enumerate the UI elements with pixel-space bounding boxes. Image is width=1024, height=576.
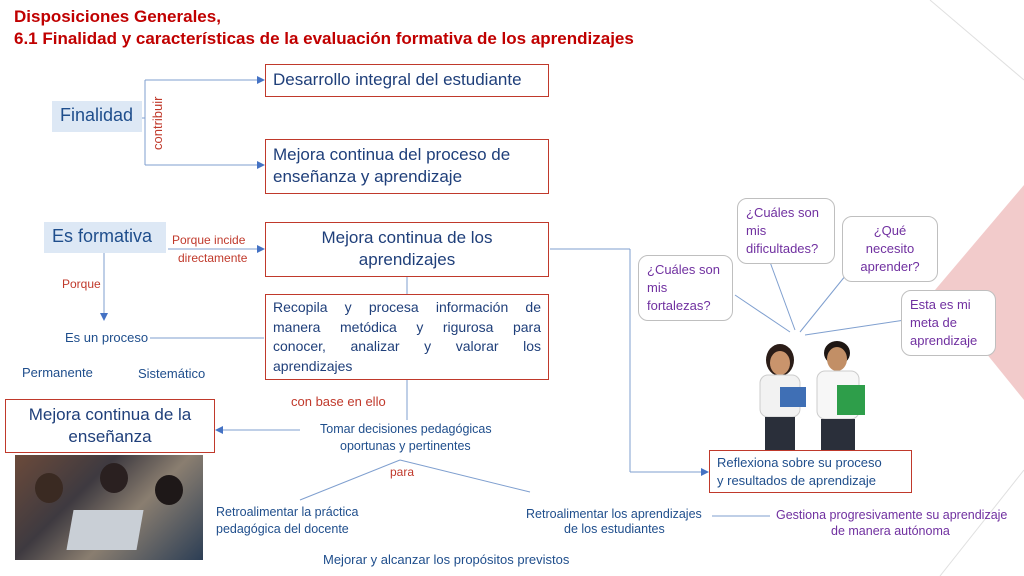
retro-practica-line1: Retroalimentar la práctica <box>216 505 359 519</box>
bubble-fortalezas-line3: fortalezas? <box>647 298 711 313</box>
reflexiona-line1: Reflexiona sobre su proceso <box>717 455 882 470</box>
sistematico-label: Sistemático <box>138 366 206 381</box>
es-un-proceso-label: Es un proceso <box>65 330 149 345</box>
gestiona-line2: de manera autónoma <box>831 524 950 538</box>
bubble-fortalezas <box>638 255 733 321</box>
permanente-label: Permanente <box>22 365 93 380</box>
bubble-dificultades-line1: ¿Cuáles son <box>746 205 819 220</box>
bubble-necesito <box>842 216 938 282</box>
bubble-fortalezas-line1: ¿Cuáles son <box>647 262 720 277</box>
reflexiona-line2: y resultados de aprendizaje <box>717 473 876 488</box>
bubble-fortalezas-line2: mis <box>647 280 668 295</box>
porque-label: Porque <box>62 277 101 291</box>
retro-practica-line2: pedagógica del docente <box>216 522 349 536</box>
teachers-photo <box>15 455 203 560</box>
students-illustration <box>725 335 895 455</box>
bubble-dificultades-line3: dificultades? <box>746 241 819 256</box>
mejora-ensenanza-line2: enseñanza <box>68 427 152 446</box>
recopila-line4: aprendizajes <box>273 357 353 374</box>
mejora-aprendizajes-box <box>265 222 549 277</box>
bubble-meta-line3: aprendizaje <box>910 333 978 348</box>
retro-aprendizajes-line2: de los estudiantes <box>564 522 665 536</box>
student-girl <box>760 344 806 453</box>
desarrollo-integral-box: Desarrollo integral del estudiante <box>265 64 549 97</box>
contribuir-label: contribuir <box>150 96 165 150</box>
footer-goal: Mejorar y alcanzar los propósitos previstos <box>323 552 570 567</box>
finalidad-label: Finalidad <box>52 101 142 132</box>
laptop-shape <box>66 510 143 550</box>
teacher-head-3 <box>155 475 183 505</box>
slide-section-title: Disposiciones Generales, <box>14 7 221 26</box>
bubble-meta <box>901 290 996 356</box>
bubble-necesito-line1: ¿Qué <box>873 223 907 238</box>
bubble-meta-line2: meta de <box>910 315 957 330</box>
con-base-label: con base en ello <box>291 394 386 409</box>
recopila-line2: manera metódica y rigurosa para <box>273 318 541 335</box>
bubble-necesito-line2: necesito <box>865 241 915 256</box>
student-boy <box>817 341 865 453</box>
es-formativa-label: Es formativa <box>44 222 166 253</box>
mejora-proceso-line2: enseñanza y aprendizaje <box>273 167 463 186</box>
bubble-dificultades-line2: mis <box>746 223 767 238</box>
para-label: para <box>390 465 415 479</box>
retro-aprendizajes-line1: Retroalimentar los aprendizajes <box>526 507 702 521</box>
mejora-ensenanza-line1: Mejora continua de la <box>28 405 192 424</box>
porque-incide-label: Porque incide <box>172 233 246 247</box>
recopila-line3: conocer, analizar y valorar los <box>273 338 541 354</box>
mejora-aprendizajes-line1: Mejora continua de los <box>321 228 493 247</box>
mejora-ensenanza-box <box>5 399 215 453</box>
gestiona-line1: Gestiona progresivamente su aprendizaje <box>776 508 1008 522</box>
recopila-line1: Recopila y procesa información de <box>273 299 541 315</box>
teacher-head-1 <box>35 473 63 503</box>
teacher-head-2 <box>100 463 128 493</box>
tomar-decisiones-line2: oportunas y pertinentes <box>340 439 471 453</box>
recopila-box <box>265 294 549 380</box>
reflexiona-box <box>709 450 912 493</box>
mejora-aprendizajes-line2: aprendizajes <box>358 250 456 269</box>
bubble-dificultades <box>737 198 835 264</box>
bubble-meta-line1: Esta es mi <box>910 297 971 312</box>
mejora-proceso-box <box>265 139 549 194</box>
mejora-proceso-line1: Mejora continua del proceso de <box>273 145 511 164</box>
slide-title: 6.1 Finalidad y características de la evaluación formativa de los aprendizajes <box>14 29 634 48</box>
directamente-label: directamente <box>178 251 248 265</box>
bubble-necesito-line3: aprender? <box>860 259 920 274</box>
tomar-decisiones-line1: Tomar decisiones pedagógicas <box>320 422 492 436</box>
